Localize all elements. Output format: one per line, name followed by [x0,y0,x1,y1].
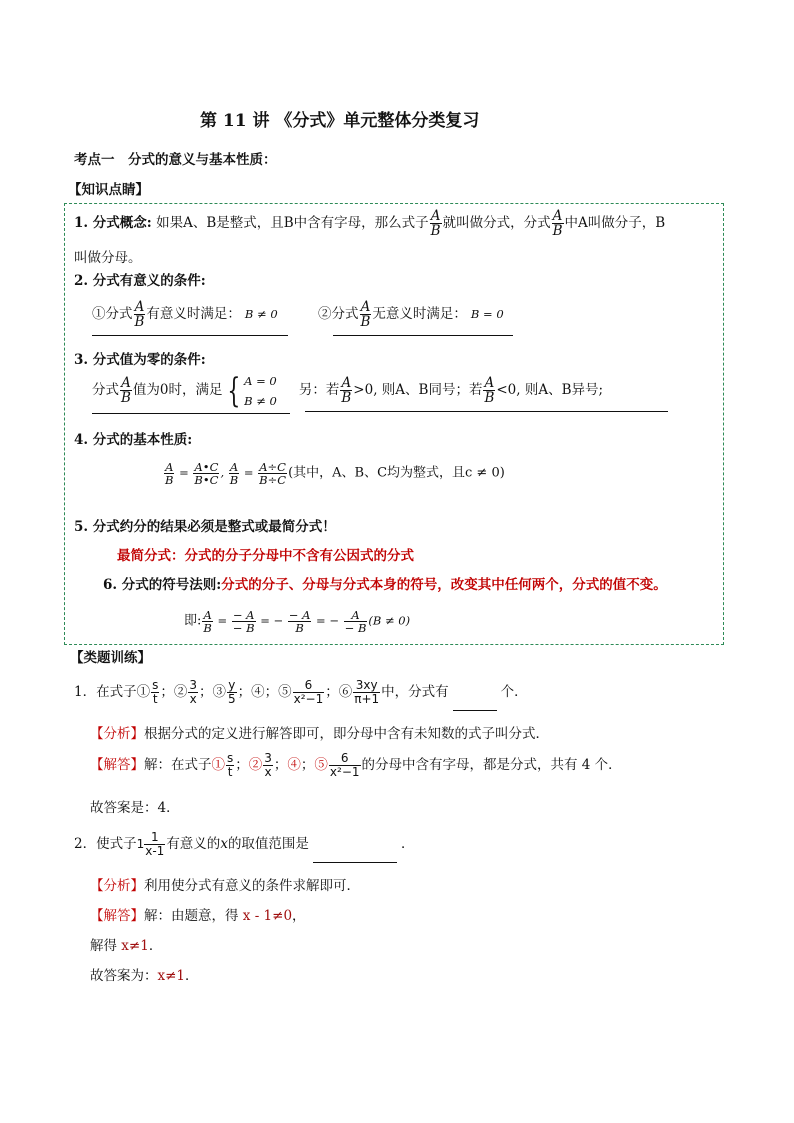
fraction-a-over-b: $\frac{A}{B}$ [484,374,495,406]
q2-analysis: 【分析】利用使分式有意义的条件求解即可． [90,878,360,894]
section-heading: 考点一 分式的意义与基本性质： [74,152,277,168]
underline [333,335,513,336]
q2-solution: 【解答】解：由题意，得 x - 1≠0， [90,908,306,924]
kp3-label: 3. 分式值为零的条件: [74,352,206,368]
q1-solution: 【解答】解：在式子① $\frac{s}{t}$ ；② $\frac{3}{x}$ ；④；⑤ $\frac{6}{\text{x²−1}}$ 的分母中含有字母，都是分式，共有 4 个． [90,751,622,779]
knowledge-heading: 【知识点睛】 [68,182,149,198]
fraction-a-over-b: $\frac{A}{B}$ [360,299,371,331]
q1-stem: 1．在式子① $\frac{s}{t}$ ；② $\frac{3}{x}$ ；③ $\frac{y}{5}$ ；④；⑤ $\frac{6}{\text{x²−1}}$ ；⑥ $\frac{3xy}{\pi+1}$ 中，分式有 个． [74,674,528,711]
q1-analysis: 【分析】根据分式的定义进行解答即可，即分母中含有未知数的式子叫分式． [90,726,549,742]
kp4-formula: $\frac{A}{B}$ = $\frac{A•C}{B•C}$ , $\frac{A}{B}$ = $\frac{A\div C}{B\div C}$ (其中，A、B、C均为整式，且c ≠ 0) [165,460,505,488]
answer-blank [313,826,397,863]
kp5-label: 5. 分式约分的结果必须是整式或最简分式！ [74,519,336,535]
sign-rule-formula: 即: $\frac{A}{B}$ = $\frac{- A}{- B}$ = − $\frac{- A}{B}$ = − $\frac{A}{- B}$ (B ≠ 0) [184,608,411,636]
kp3-line: 分式 $\frac{A}{B}$ 值为0时，满足 { A = 0 B ≠ 0 另：若 $\frac{A}{B}$ >0, 则A、B同号；若 $\frac{A}{B}$ <0, 则A、B异号; [92,370,604,411]
condition-system: A = 0 B ≠ 0 [244,373,277,408]
fraction-a-over-b: $\frac{A}{B}$ [341,374,352,406]
underline [305,411,668,412]
kp1-text2: 就叫做分式，分式 [442,215,551,231]
fraction-a-over-b: $\frac{A}{B}$ [134,299,145,331]
fraction-a-over-b: $\frac{A}{B}$ [430,207,441,239]
page-title: 第 11 讲 《分式》单元整体分类复习 [200,111,480,131]
practice-heading: 【类题训练】 [70,650,151,666]
kp1-text3: 中A叫做分子，B [564,215,666,231]
q1-answer: 故答案是：4． [90,800,180,816]
kp2-cond1: ①分式 $\frac{A}{B}$ 有意义时满足： B ≠ 0 [92,299,278,331]
q2-result: 解得 x≠1． [90,938,163,954]
underline [92,335,288,336]
q2-stem: 2．使式子1 $\frac{1}{x-1}$ 有意义的x的取值范围是 ． [74,826,414,863]
kp2-label: 2. 分式有意义的条件: [74,273,206,289]
kp1-line2: 叫做分母。 [74,250,142,266]
fraction-a-over-b: $\frac{A}{B}$ [121,374,131,406]
kp6-line: 6. 分式的符号法则:分式的分子、分母与分式本身的符号，改变其中任何两个，分式的值不变。 [103,577,667,593]
kp2-cond2: ②分式 $\frac{A}{B}$ 无意义时满足： B = 0 [318,299,504,331]
kp4-label: 4. 分式的基本性质: [74,432,193,448]
kp4-note: (其中，A、B、C均为整式，且c ≠ 0) [288,465,505,481]
simplest-fraction-def: 最简分式：分式的分子分母中不含有公因式的分式 [117,548,414,564]
kp1-line [74,208,665,238]
underline [92,413,290,414]
kp1-label: 1. 分式概念: [74,215,152,231]
fraction-a-over-b: $\frac{A}{B}$ [552,207,563,239]
answer-blank [453,674,497,711]
brace-icon: { [226,370,240,411]
q2-answer: 故答案为：x≠1． [90,968,199,984]
kp1-text1: 如果A、B是整式，且B中含有字母，那么式子 [151,215,429,231]
